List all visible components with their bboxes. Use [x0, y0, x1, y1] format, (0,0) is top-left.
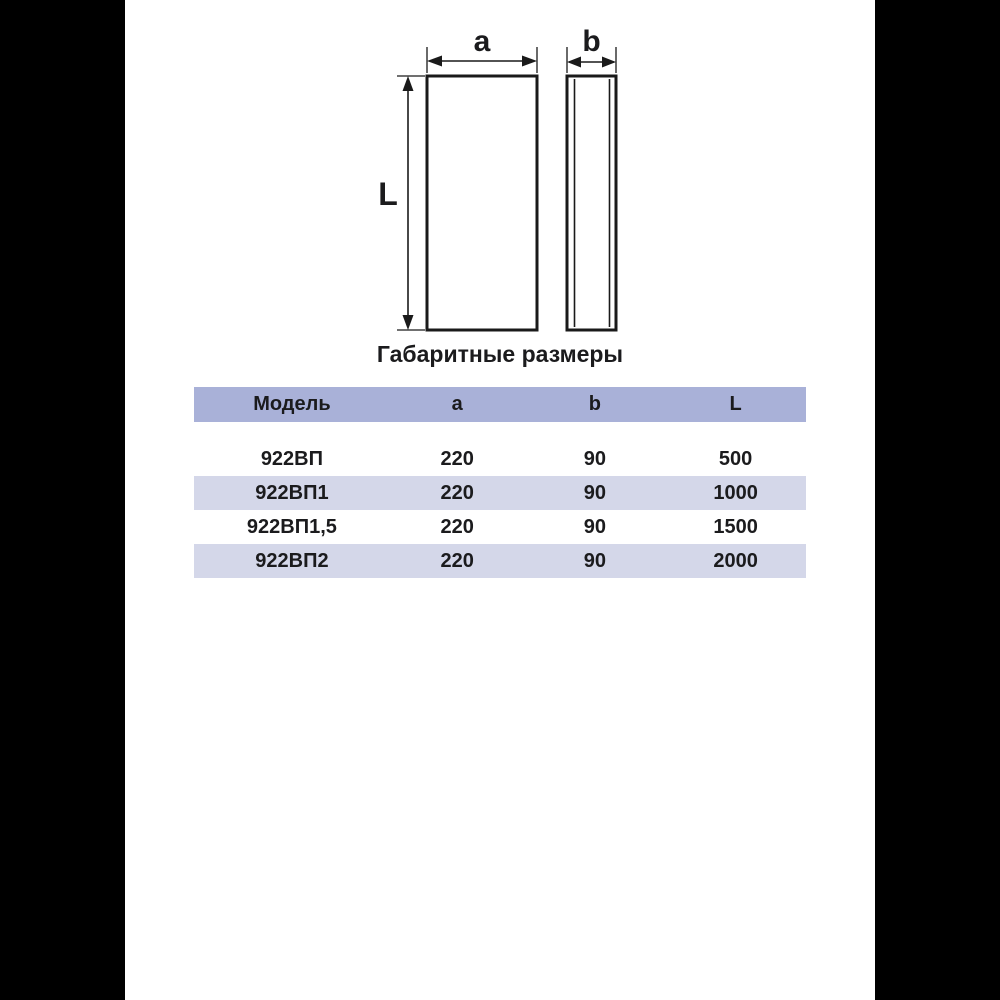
cell-l: 1500	[713, 516, 758, 538]
dim-b-arrow-left	[567, 57, 581, 68]
header-l: L	[729, 393, 742, 415]
dim-a-arrow-left	[427, 56, 442, 67]
cell-model: 922ВП1,5	[246, 516, 337, 538]
cell-a: 220	[440, 550, 474, 572]
dim-b-arrow-right	[602, 57, 616, 68]
header-a: a	[451, 393, 463, 415]
header-b: b	[588, 393, 601, 415]
dimensions-table	[194, 387, 806, 578]
cell-l: 2000	[713, 550, 758, 572]
cell-model: 922ВП2	[255, 550, 329, 572]
cell-a: 220	[440, 516, 474, 538]
cell-model: 922ВП1	[255, 482, 329, 504]
drawing-title: Габаритные размеры	[376, 341, 624, 367]
cell-a: 220	[440, 482, 474, 504]
cell-b: 90	[583, 516, 606, 538]
cell-b: 90	[583, 550, 606, 572]
table-row	[194, 510, 806, 544]
dim-l-label: L	[378, 176, 398, 212]
table-row	[194, 476, 806, 510]
dim-a-arrow-right	[522, 56, 537, 67]
table-row	[194, 442, 806, 476]
cell-a: 220	[440, 448, 474, 470]
dim-a-label: a	[473, 25, 491, 58]
cell-model: 922ВП	[260, 448, 323, 470]
table-row	[194, 544, 806, 578]
content-panel	[125, 0, 875, 1000]
front-view-rect	[427, 76, 537, 330]
cell-b: 90	[583, 482, 606, 504]
table-header-row	[194, 387, 806, 422]
cell-l: 500	[718, 448, 753, 470]
header-model: Модель	[253, 393, 331, 415]
dimension-drawing	[125, 0, 875, 336]
cell-l: 1000	[713, 482, 758, 504]
dim-l-arrow-bottom	[403, 315, 414, 330]
cell-b: 90	[583, 448, 606, 470]
table-header-gap	[194, 422, 806, 442]
dim-l-arrow-top	[403, 76, 414, 91]
dim-b-label: b	[582, 25, 601, 58]
